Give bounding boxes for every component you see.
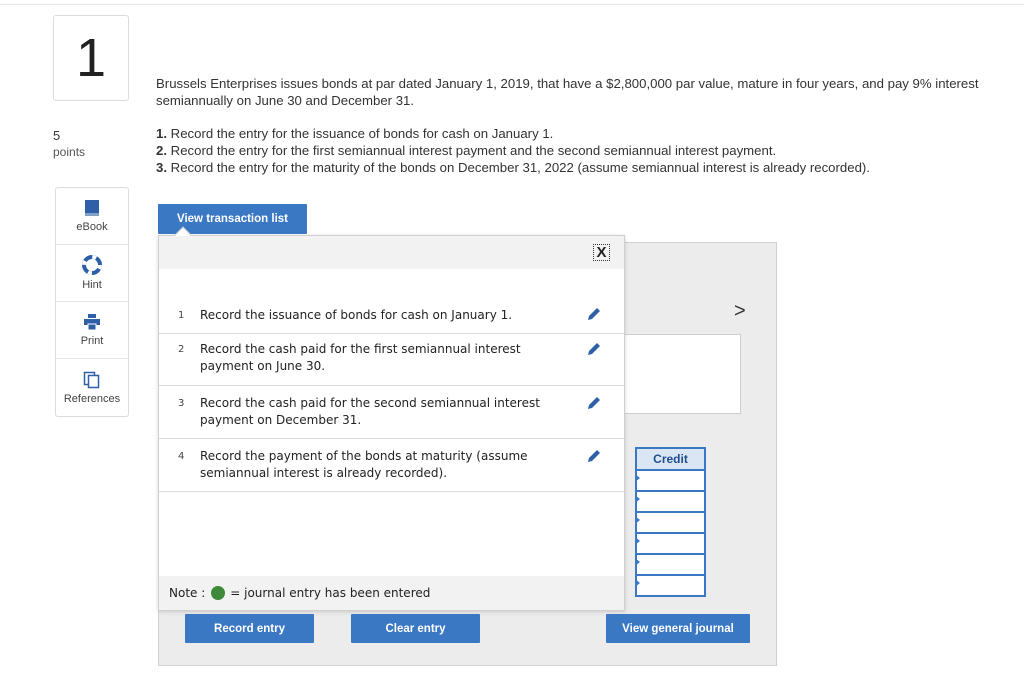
- task-item: 1. Record the entry for the issuance of bonds for cash on January 1.: [156, 126, 554, 141]
- hint-label: Hint: [82, 279, 102, 291]
- points-label: points: [53, 145, 86, 159]
- transaction-list: [159, 298, 624, 492]
- transaction-row[interactable]: [159, 298, 624, 334]
- pencil-icon[interactable]: [586, 341, 602, 357]
- transaction-row[interactable]: [159, 334, 624, 386]
- question-number: 1: [53, 15, 129, 101]
- credit-input[interactable]: [635, 534, 706, 555]
- transaction-text: Record the issuance of bonds for cash on January 1.: [200, 308, 513, 322]
- transaction-number: 1: [178, 310, 185, 321]
- transaction-number: 3: [178, 398, 185, 409]
- transaction-row[interactable]: [159, 439, 624, 492]
- transaction-row[interactable]: [159, 386, 624, 439]
- lifebuoy-icon: [82, 255, 102, 275]
- credit-input[interactable]: [635, 471, 706, 492]
- transaction-text: Record the cash paid for the first semiannual interest payment on June 30.: [200, 342, 521, 373]
- note-prefix: Note :: [169, 586, 206, 600]
- pencil-icon[interactable]: [586, 395, 602, 411]
- points-value: 5: [53, 128, 61, 143]
- pencil-icon[interactable]: [586, 448, 602, 464]
- view-transaction-list-button[interactable]: View transaction list: [158, 204, 307, 234]
- next-arrow-icon[interactable]: >: [734, 300, 746, 322]
- popup-header: [159, 236, 624, 269]
- transaction-number: 2: [178, 344, 185, 355]
- view-general-journal-button[interactable]: View general journal: [606, 614, 750, 643]
- tools-panel: [55, 187, 129, 417]
- pencil-icon[interactable]: [586, 306, 602, 322]
- print-label: Print: [80, 335, 104, 347]
- hint-button[interactable]: [56, 245, 128, 302]
- close-icon[interactable]: X: [593, 244, 610, 261]
- credit-input[interactable]: [635, 555, 706, 576]
- copy-icon: [83, 371, 101, 389]
- top-divider: [0, 4, 1024, 5]
- references-label: References: [63, 392, 121, 405]
- points-info: [53, 128, 85, 160]
- credit-input[interactable]: [635, 513, 706, 534]
- credit-input[interactable]: [635, 576, 706, 597]
- references-button[interactable]: [56, 359, 128, 416]
- credit-input[interactable]: [635, 492, 706, 513]
- legend-note: [159, 576, 624, 610]
- print-button[interactable]: [56, 302, 128, 359]
- transaction-number: 4: [178, 451, 185, 462]
- transaction-list-popup: [158, 235, 625, 611]
- transaction-text: Record the cash paid for the second semiannual interest payment on December 31.: [200, 396, 540, 427]
- credit-column: [635, 447, 706, 597]
- credit-header: Credit: [635, 447, 706, 471]
- clear-entry-button[interactable]: Clear entry: [351, 614, 480, 643]
- record-entry-button[interactable]: Record entry: [185, 614, 314, 643]
- question-text: Brussels Enterprises issues bonds at par dated January 1, 2019, that have a $2,800,000 par value, mature in four years, and pay 9% interest semiannually on June 30 and December 31.: [156, 76, 979, 108]
- task-item: 2. Record the entry for the first semiannual interest payment and the second semiannual interest payment.: [156, 143, 777, 158]
- printer-icon: [83, 313, 101, 331]
- task-list: [156, 125, 1016, 176]
- task-item: 3. Record the entry for the maturity of the bonds on December 31, 2022 (assume semiannual interest is already recorded).: [156, 160, 870, 175]
- note-text: = journal entry has been entered: [230, 586, 431, 600]
- entered-dot-icon: [211, 586, 225, 600]
- ebook-label: eBook: [76, 221, 108, 233]
- ebook-button[interactable]: [56, 188, 128, 245]
- book-icon: [83, 199, 101, 217]
- transaction-text: Record the payment of the bonds at maturity (assume semiannual interest is already recorded).: [200, 449, 528, 480]
